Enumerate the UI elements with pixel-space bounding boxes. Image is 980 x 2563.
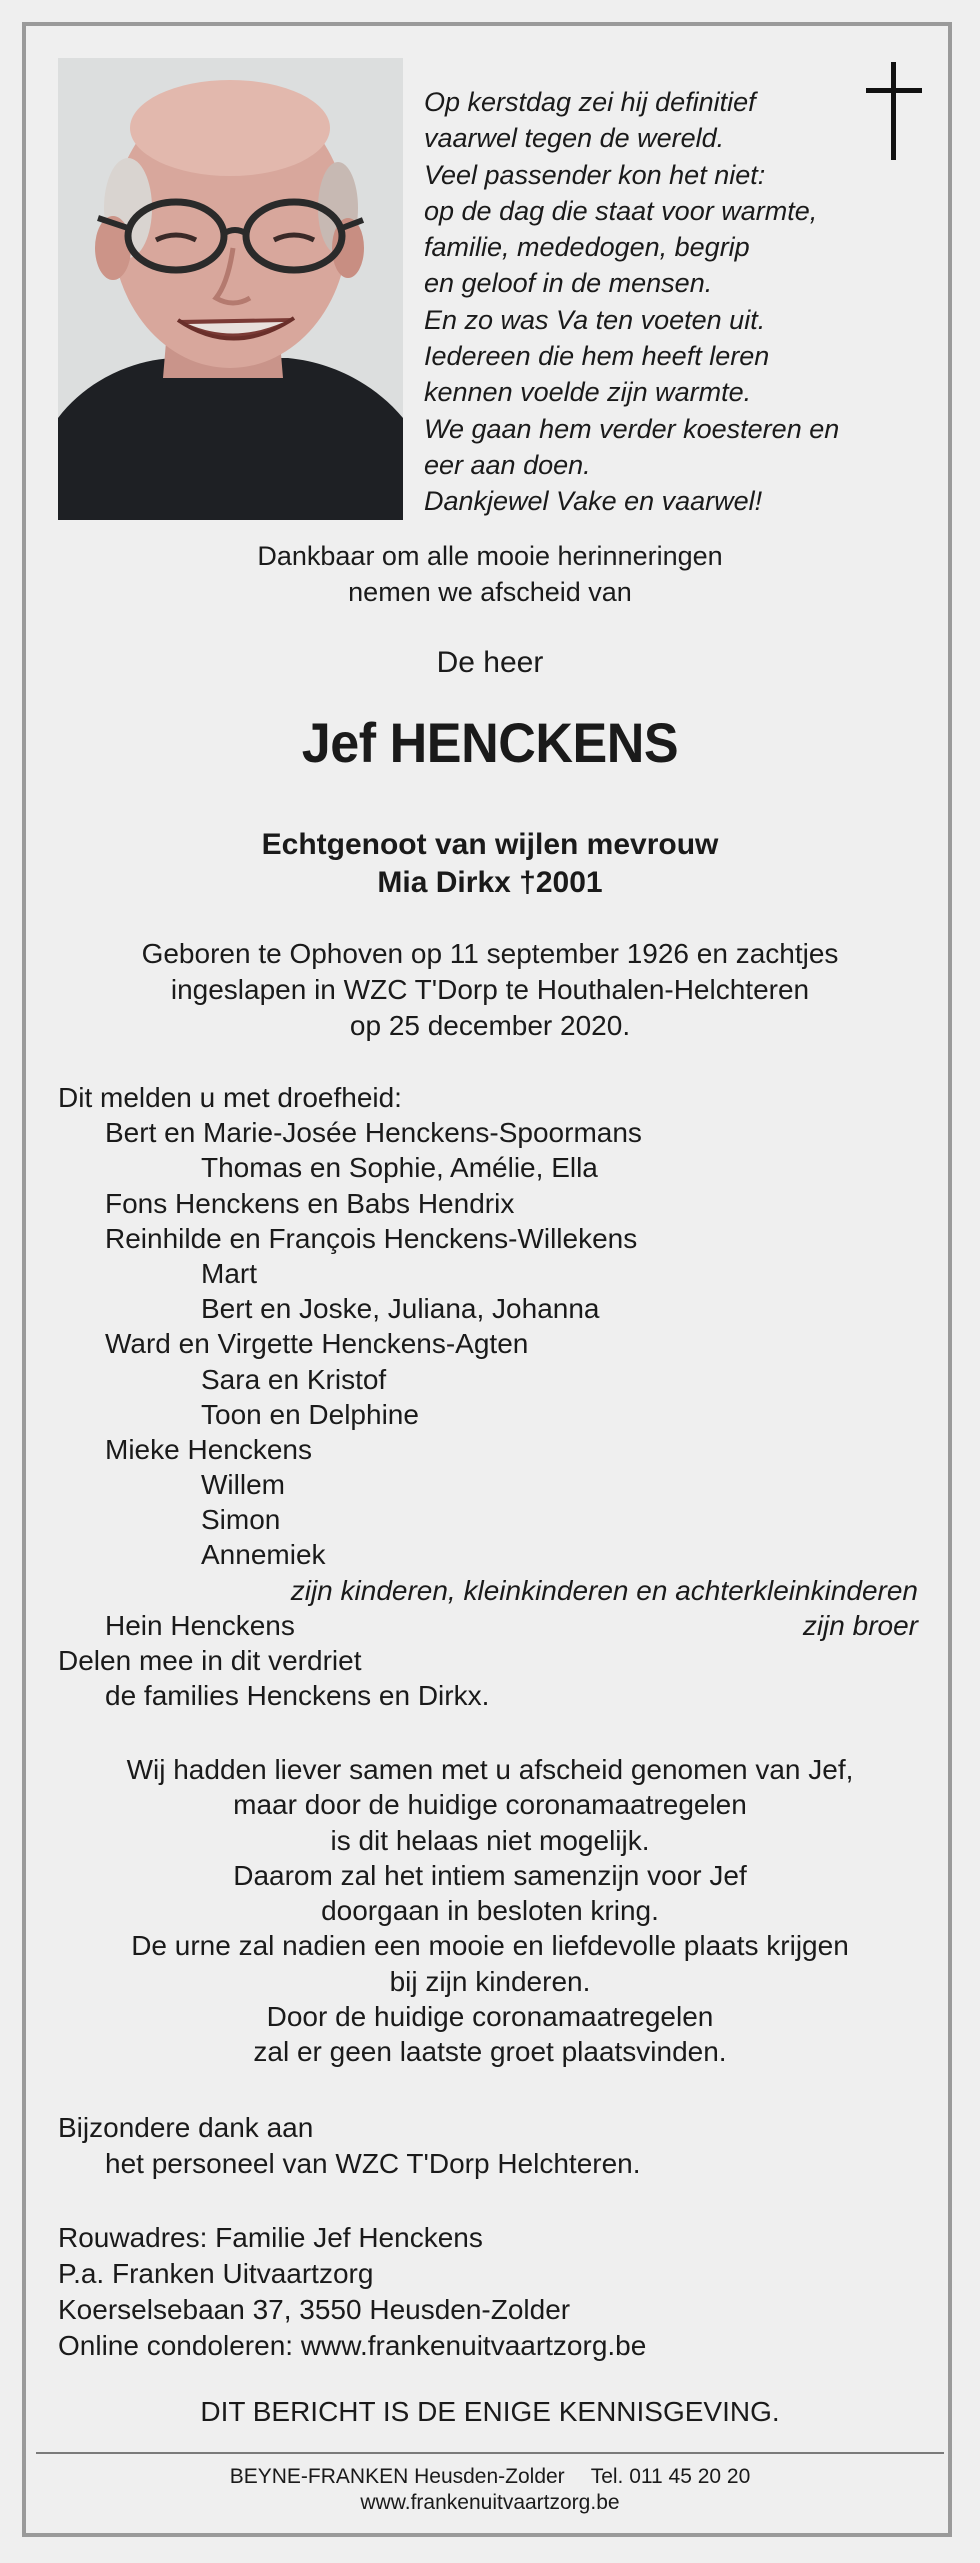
notice-text: DIT BERICHT IS DE ENIGE KENNISGEVING. [200, 2396, 780, 2427]
thanks-heading: Bijzondere dank aan [58, 2112, 314, 2143]
families-line: de families Henckens en Dirkx. [105, 1680, 490, 1712]
share-line: Delen mee in dit verdriet [58, 1645, 362, 1676]
poem-line: familie, mededogen, begrip [424, 232, 750, 263]
poem-line: kennen voelde zijn warmte. [424, 377, 752, 408]
family-row: Annemiek [201, 1539, 326, 1571]
family-row: Toon en Delphine [201, 1398, 419, 1430]
family-row: Bert en Joske, Juliana, Johanna [201, 1293, 600, 1325]
portrait-illustration [58, 58, 403, 520]
family-row: Bert en Marie-Josée Henckens-Spoormans [105, 1117, 642, 1149]
footer-divider [36, 2452, 944, 2454]
poem-line: Veel passender kon het niet: [424, 159, 766, 190]
intro-text [0, 538, 980, 610]
address-line: P.a. Franken Uitvaartzorg [58, 2258, 374, 2289]
message-line: Door de huidige coronamaatregelen [266, 2001, 714, 2033]
footer-company: BEYNE-FRANKEN Heusden-Zolder [229, 2465, 565, 2488]
family-row: Thomas en Sophie, Amélie, Ella [201, 1152, 598, 1184]
message-line: is dit helaas niet mogelijk. [330, 1824, 650, 1856]
thanks-recipient: het personeel van WZC T'Dorp Helchteren. [105, 2148, 641, 2179]
condolence-link[interactable]: Online condoleren: www.frankenuitvaartzorg.be [58, 2330, 647, 2361]
poem-line: op de dag die staat voor warmte, [424, 195, 818, 226]
family-row: Reinhilde en François Henckens-Willekens [105, 1222, 638, 1254]
spouse-line: Echtgenoot van wijlen mevrouw [261, 828, 719, 861]
children-caption: zijn kinderen, kleinkinderen en achterkleinkinderen [290, 1574, 918, 1606]
footer-website[interactable]: www.frankenuitvaartzorg.be [360, 2491, 620, 2514]
message-line: zal er geen laatste groet plaatsvinden. [253, 2036, 727, 2068]
family-row: Willem [201, 1469, 285, 1501]
family-row: Simon [201, 1504, 281, 1536]
family-row: Sara en Kristof [201, 1363, 387, 1395]
honorific: De heer [436, 646, 544, 679]
poem [424, 84, 884, 520]
family-row: Fons Henckens en Babs Hendrix [105, 1187, 515, 1219]
message-line: Daarom zal het intiem samenzijn voor Jef [233, 1859, 747, 1891]
address-line: Rouwadres: Familie Jef Henckens [58, 2222, 483, 2253]
brother-row [58, 1608, 928, 1643]
poem-line: Op kerstdag zei hij definitief [424, 87, 756, 117]
birth-death-info [0, 936, 980, 1044]
family-row: Ward en Virgette Henckens-Agten [105, 1328, 529, 1360]
birth-line: ingeslapen in WZC T'Dorp te Houthalen-Helchteren [170, 974, 810, 1005]
message-line: bij zijn kinderen. [389, 1965, 591, 1997]
birth-line: Geboren te Ophoven op 11 september 1926 en zachtjes [141, 938, 839, 969]
thanks-section [58, 2110, 641, 2182]
footer-contact [0, 2464, 980, 2490]
corona-message [0, 1752, 980, 2070]
poem-line: Dankjewel Vake en vaarwel! [424, 486, 763, 517]
message-line: De urne zal nadien een mooie en liefdevolle plaats krijgen [131, 1930, 849, 1962]
poem-line: Iedereen die hem heeft leren [424, 341, 770, 372]
brother-name: Hein Henckens [105, 1609, 295, 1641]
poem-line: We gaan hem verder koesteren en [424, 413, 840, 444]
intro-line: nemen we afscheid van [348, 577, 632, 607]
intro-line: Dankbaar om alle mooie herinneringen [257, 541, 723, 571]
message-line: maar door de huidige coronamaatregelen [233, 1789, 747, 1821]
family-heading: Dit melden u met droefheid: [58, 1082, 402, 1113]
family-row: Mieke Henckens [105, 1433, 312, 1465]
spouse-info [0, 826, 980, 902]
poem-line: En zo was Va ten voeten uit. [424, 304, 766, 335]
spouse-line: Mia Dirkx †2001 [377, 866, 603, 899]
message-line: doorgaan in besloten kring. [321, 1895, 659, 1927]
footer-phone[interactable]: Tel. 011 45 20 20 [590, 2465, 751, 2488]
deceased-name: Jef HENCKENS [301, 711, 679, 774]
poem-line: vaarwel tegen de wereld. [424, 123, 725, 154]
family-list [58, 1080, 928, 1713]
brother-caption: zijn broer [802, 1609, 918, 1641]
address-section [58, 2220, 646, 2364]
address-line: Koerselsebaan 37, 3550 Heusden-Zolder [58, 2294, 571, 2325]
poem-line: eer aan doen. [424, 449, 591, 480]
family-row: Mart [201, 1257, 257, 1289]
birth-line: op 25 december 2020. [349, 1010, 631, 1041]
poem-line: en geloof in de mensen. [424, 268, 713, 299]
portrait-photo [58, 58, 403, 520]
message-line: Wij hadden liever samen met u afscheid genomen van Jef, [126, 1754, 854, 1785]
